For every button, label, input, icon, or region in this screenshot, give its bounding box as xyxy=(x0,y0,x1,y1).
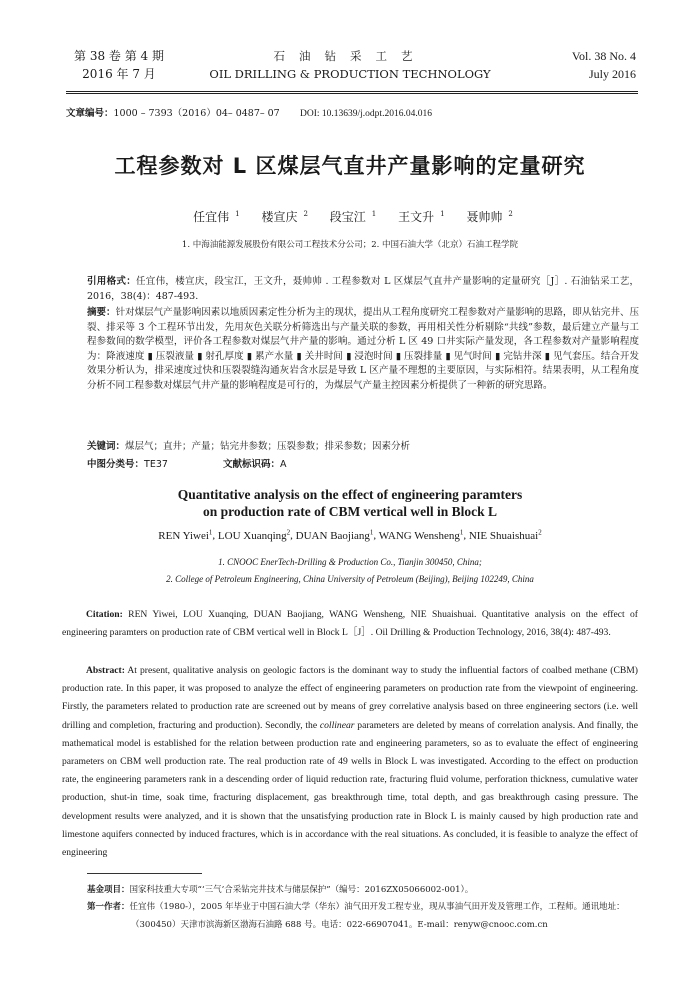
title-en-line1: Quantitative analysis on the effect of engineering paramters xyxy=(177,487,523,502)
issue-info-en xyxy=(572,47,636,83)
classification-cn xyxy=(87,456,338,470)
abstract-cn-text: 针对煤层气产量影响因素以地质因素定性分析为主的现状，提出从工程角度研究工程参数对产量影响的思路，即从钻完井、压裂、排采等 3 个工程环节出发，先用灰色关联分析筛选出与产量关联的参数，再用相关性分析剔除“共线”参数，最后建立产量与工程参数间的数学模型，评价各工程参数对煤层气井产量的影响。通过分析 L 区 49 口井实际产量发现，各工程参数对产量影响程度为：降液速度 ▮ 压裂液量 ▮ 射孔厚度 ▮ 累产水量 ▮ 关井时间 ▮ 浸泡时间 ▮ 压裂排量 ▮ 见气时间 ▮ 完钻井深 ▮ 见气套压。结合开发效果分析认为，排采速度过快和压裂裂缝沟通灰岩含水层是导致 L 区产量不理想的主要原因，与实际相符。结果表明，从工程角度分析不同工程参数对煤层气井产量的影响程度是可行的，为煤层气产量主控因素分析提供了一种新的研究思路。 xyxy=(87,307,639,391)
date-en: July 2016 xyxy=(588,67,636,81)
doi: DOI: 10.13639/j.odpt.2016.04.016 xyxy=(300,109,432,119)
author-cn: 王文升 $^1$ xyxy=(398,210,445,224)
authors-cn xyxy=(0,208,700,225)
keywords-cn-label: 关键词： xyxy=(87,441,126,452)
author-en: WANG Wensheng$^1$ xyxy=(378,528,464,542)
first-author-text: 任宜伟（1980-），2005 年毕业于中国石油大学（华东）油气田开发工程专业，现从事油气田开发及管理工作，工程师。通讯地址： xyxy=(129,902,625,912)
clc-value: TE37 xyxy=(144,459,168,470)
article-number-label: 文章编号： xyxy=(66,108,114,119)
citation-cn-text: 任宜伟，楼宣庆，段宝江，王文升，聂帅帅 . 工程参数对 L 区煤层气直井产量影响的定量研究［J］. 石油钻采工艺，2016，38(4)：487-493. xyxy=(87,276,639,302)
author-en: LOU Xuanqing$^2$ xyxy=(217,528,291,542)
title-en-line2: on production rate of CBM vertical well in Block L xyxy=(202,504,498,519)
date-cn: 2016 年 7 月 xyxy=(82,67,156,81)
journal-name-cn: 石油钻采工艺 xyxy=(273,49,427,63)
clc-label: 中图分类号： xyxy=(87,459,145,470)
doc-code-label: 文献标识码： xyxy=(222,459,280,470)
abstract-en-italic: collinear xyxy=(319,719,355,731)
author-cn: 聂帅帅 $^2$ xyxy=(466,210,513,224)
abstract-en xyxy=(62,662,638,862)
affiliation-cn: 1. 中海油能源发展股份有限公司工程技术分公司；2. 中国石油大学（北京）石油工程学院 xyxy=(181,240,519,250)
citation-en-text: REN Yiwei, LOU Xuanqing, DUAN Baojiang, WANG Wensheng, NIE Shuaishuai. Quantitative analysis on the effect of engineering paramters on production rate of CBM vertical well in Block L［J］. Oil Drilling & Production Technology, 2016, 38(4): 487-493. xyxy=(62,609,638,639)
author-en: NIE Shuaishuai$^2$ xyxy=(468,528,542,542)
affiliation-en-1: 1. CNOOC EnerTech-Drilling & Production Co., Tianjin 300450, China; xyxy=(218,557,482,567)
fund-text: 国家科技重大专项“‘三气’合采钻完井技术与储层保护”（编号：2016ZX05066002-001）。 xyxy=(129,885,474,895)
keywords-cn-text: 煤层气；直井；产量；钻完井参数；压裂参数；排采参数；因素分析 xyxy=(125,441,411,452)
author-en: REN Yiwei$^1$ xyxy=(158,528,213,542)
volume-issue-cn: 第 38 卷 第 4 期 xyxy=(74,49,164,63)
footnote-fund xyxy=(87,882,647,898)
abstract-cn xyxy=(87,306,639,394)
doc-code-value: A xyxy=(279,459,287,470)
fund-label: 基金项目： xyxy=(87,885,130,895)
citation-cn-label: 引用格式： xyxy=(87,276,136,287)
footnote-address: （300450）天津市滨海新区渤海石油路 688 号。电话：022-66907041。E-mail：renyw@cnooc.com.cn xyxy=(131,920,548,930)
abstract-en-text-1: At present, qualitative analysis on geologic factors is the dominant way to study the influential factors of coalbed methane (CBM) production rate. In this paper, it was proposed to analyze the effect of engineering parameters on production rate from the viewpoint of engineering. Firstly, the parameters related to production rate are screened out by means of grey correlative analysis based on three engineering sectors (i.e. well drilling and completion, fracturing and production). Secondly, the xyxy=(62,665,638,731)
article-number xyxy=(66,107,280,121)
authors-en: REN Yiwei$^1$, LOU Xuanqing$^2$, DUAN Baojiang$^1$, WANG Wensheng$^1$, NIE Shuaishuai$^2$ xyxy=(158,528,542,542)
footnote-author xyxy=(87,899,647,915)
author-cn: 楼宣庆 $^2$ xyxy=(261,210,308,224)
first-author-label: 第一作者： xyxy=(87,902,130,912)
affiliation-en-2: 2. College of Petroleum Engineering, China University of Petroleum (Beijing), Beijing 102249, China xyxy=(166,574,534,584)
citation-en-label: Citation: xyxy=(86,609,123,620)
header-divider-2 xyxy=(66,93,638,94)
footnote-divider xyxy=(87,873,202,874)
article-number-value: 1000 – 7393（2016）04– 0487– 07 xyxy=(113,108,280,119)
author-en: DUAN Baojiang$^1$ xyxy=(295,528,374,542)
keywords-cn xyxy=(87,438,410,452)
author-cn: 任宜伟 $^1$ xyxy=(193,210,240,224)
journal-header xyxy=(0,0,700,96)
citation-en xyxy=(62,606,638,642)
abstract-en-text-2: parameters are deleted by means of correlation analysis. And finally, the mathematical model is established for the relation between production rate and engineering parameters, so as to evaluate the effect of engineering parameters on CBM well production rate. The real production rate of 49 wells in Block L was investigated. According to the effect on production rate, the engineering parameters rank in a descending order of liquid reduction rate, fracturing fluid volume, perforation thickness, cumulative water production, shut-in time, soak time, fracturing displacement, gas breakthrough time, total depth, and gas breakthrough casing pressure. The development results were analyzed, and it is shown that the unsatisfying production rate in Block L is mainly caused by high production rate and limestone aquifers connected by induced fractures, which is in accordance with the real situations. As concluded, it is feasible to analyze the effect of engineering xyxy=(62,719,638,859)
abstract-en-label: Abstract: xyxy=(86,665,125,676)
abstract-cn-label: 摘要： xyxy=(87,307,116,318)
header-divider xyxy=(66,91,638,92)
volume-issue-en: Vol. 38 No. 4 xyxy=(571,49,636,63)
title-en xyxy=(0,486,700,520)
citation-cn xyxy=(87,275,639,304)
title-cn: 工程参数对 L 区煤层气直井产量影响的定量研究 xyxy=(114,154,586,178)
author-cn: 段宝江 $^1$ xyxy=(329,210,377,224)
journal-name-en: OIL DRILLING & PRODUCTION TECHNOLOGY xyxy=(209,67,491,81)
